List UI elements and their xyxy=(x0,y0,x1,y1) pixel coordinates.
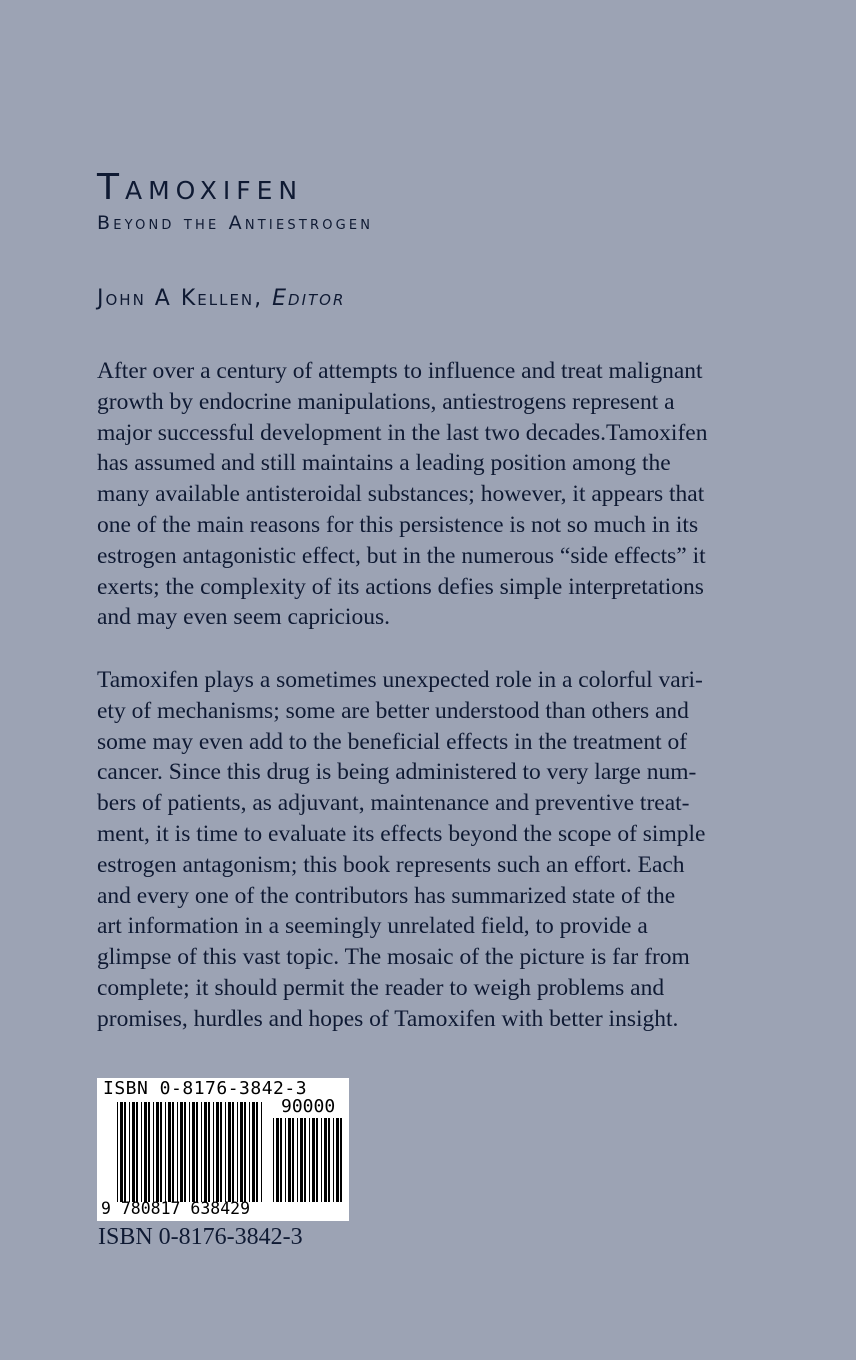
barcode-bar xyxy=(184,1102,186,1202)
text-line: art information in a seemingly unrelated field, to provide a xyxy=(97,913,648,940)
barcode-bar xyxy=(201,1102,202,1202)
text-line: many available antisteroidal substances; however, it appears that xyxy=(97,481,705,508)
barcode-bar xyxy=(328,1118,330,1202)
text-line: exerts; the complexity of its actions defies simple interpretations xyxy=(97,573,704,600)
barcode-bar xyxy=(196,1102,198,1202)
barcode-bar xyxy=(129,1102,130,1202)
barcode-bar xyxy=(273,1118,274,1202)
barcode-bar xyxy=(117,1102,118,1202)
barcode-bar xyxy=(285,1118,286,1202)
barcode-bar xyxy=(333,1118,334,1202)
barcode-bar xyxy=(220,1102,222,1202)
isbn-line: ISBN 0-8176-3842-3 xyxy=(98,1224,303,1250)
editor-role: Editor xyxy=(272,286,346,311)
barcode-isbn-text: ISBN 0-8176-3842-3 xyxy=(103,1078,308,1099)
text-line: some may even add to the beneficial effects in the treatment of xyxy=(97,728,688,755)
barcode-bar xyxy=(144,1102,147,1202)
barcode-bar xyxy=(280,1118,282,1202)
barcode-bar xyxy=(136,1102,138,1202)
barcode-bar xyxy=(244,1102,246,1202)
barcode-bar xyxy=(177,1102,178,1202)
barcode-bar xyxy=(276,1118,279,1202)
barcode-bar xyxy=(165,1102,166,1202)
editor-name: John A Kellen, xyxy=(97,286,264,311)
description-paragraph-1 xyxy=(97,356,737,633)
editor-credit xyxy=(97,286,345,312)
barcode-bar xyxy=(153,1102,154,1202)
barcode-addon-text: 90000 xyxy=(281,1096,336,1117)
text-line: major successful development in the last two decades.Tamoxifen xyxy=(97,419,708,446)
barcode-bar xyxy=(292,1118,294,1202)
barcode-bar xyxy=(249,1102,250,1202)
barcode-bar xyxy=(124,1102,126,1202)
text-line: has assumed and still maintains a leading position among the xyxy=(97,450,671,477)
text-line: and may even seem capricious. xyxy=(97,604,390,631)
barcode-bar xyxy=(312,1118,315,1202)
barcode-bar xyxy=(208,1102,210,1202)
barcode-bar xyxy=(309,1118,310,1202)
book-subtitle: Beyond the Antiestrogen xyxy=(97,212,374,234)
text-line: ment, it is time to evaluate its effects beyond the scope of simple xyxy=(97,820,706,847)
barcode-bar xyxy=(316,1118,318,1202)
text-line: and every one of the contributors has summarized state of the xyxy=(97,882,676,909)
text-line: estrogen antagonistic effect, but in the numerous “side effects” it xyxy=(97,542,706,569)
text-line: ety of mechanisms; some are better understood than others and xyxy=(97,697,689,724)
text-line: After over a century of attempts to influence and treat malignant xyxy=(97,358,703,384)
barcode-bar xyxy=(336,1118,339,1202)
barcode-bar xyxy=(232,1102,234,1202)
description-paragraph-2 xyxy=(97,665,737,1035)
text-line: estrogen antagonism; this book represents such an effort. Each xyxy=(97,851,685,878)
barcode-bar xyxy=(120,1102,123,1202)
barcode-bar xyxy=(180,1102,183,1202)
barcode-bar xyxy=(213,1102,214,1202)
barcode-bar xyxy=(216,1102,219,1202)
barcode-bar xyxy=(156,1102,159,1202)
barcode-bar xyxy=(172,1102,174,1202)
barcode-bar xyxy=(321,1118,322,1202)
barcode-bar xyxy=(132,1102,135,1202)
text-line: bers of patients, as adjuvant, maintenance and preventive treat- xyxy=(97,790,690,817)
text-line: promises, hurdles and hopes of Tamoxifen with better insight. xyxy=(97,1005,679,1032)
barcode-bar xyxy=(160,1102,162,1202)
text-line: glimpse of this vast topic. The mosaic of the picture is far from xyxy=(97,944,690,971)
text-line: complete; it should permit the reader to weigh problems and xyxy=(97,974,665,1001)
barcode-bar xyxy=(261,1102,262,1202)
barcode-bar xyxy=(228,1102,231,1202)
barcode-bar xyxy=(168,1102,171,1202)
barcode-bar xyxy=(324,1118,327,1202)
barcode-bar xyxy=(288,1118,291,1202)
text-line: growth by endocrine manipulations, antiestrogens represent a xyxy=(97,388,675,415)
barcode-bar xyxy=(141,1102,142,1202)
barcode-bar xyxy=(225,1102,226,1202)
barcode-bar xyxy=(252,1102,255,1202)
barcode-bar xyxy=(256,1102,258,1202)
barcode-bar xyxy=(204,1102,207,1202)
barcode-ean-text: 9 780817 638429 xyxy=(101,1199,251,1218)
barcode-bar xyxy=(192,1102,195,1202)
text-line: one of the main reasons for this persistence is not so much in its xyxy=(97,511,699,538)
barcode-bar xyxy=(297,1118,298,1202)
barcode-bar xyxy=(240,1102,243,1202)
barcode-bar xyxy=(189,1102,190,1202)
barcode-bar xyxy=(148,1102,150,1202)
barcode-bar xyxy=(340,1118,342,1202)
barcode-bar xyxy=(304,1118,306,1202)
text-line: Tamoxifen plays a sometimes unexpected role in a colorful vari- xyxy=(97,667,703,693)
text-line: cancer. Since this drug is being administered to very large num- xyxy=(97,759,697,786)
barcode-bar xyxy=(300,1118,303,1202)
barcode-bar xyxy=(237,1102,238,1202)
isbn-barcode xyxy=(97,1078,349,1221)
book-title: Tamoxifen xyxy=(97,167,304,208)
